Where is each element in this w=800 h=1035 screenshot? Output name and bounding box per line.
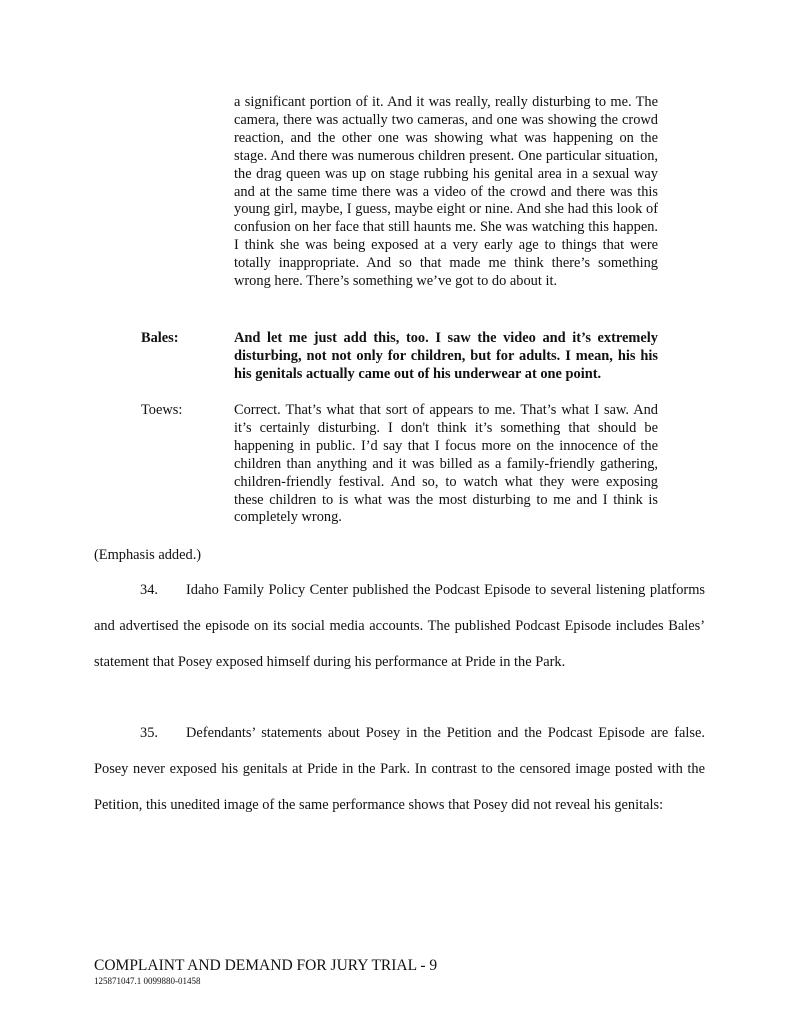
- toews-statement: Correct. That’s what that sort of appears to me. That’s what I saw. And it’s certainly disturbing. I don't think it’s something that should be happening in public. I’d say that I focus more on the innocence of the children than anything and it was billed as a family-friendly gathering, children-friendly festival. And so, to watch what they were exposing these children to is what was the most disturbing to me and I think is completely wrong.: [234, 402, 658, 526]
- paragraph-text: Idaho Family Policy Center published the Podcast Episode to several listening platforms and advertised the episode on its social media accounts. The published Podcast Episode includes Bales’ statement that Posey exposed himself during his performance at Pride in the Park.: [94, 582, 705, 670]
- bales-statement: And let me just add this, too. I saw the video and it’s extremely disturbing, not not only for children, but for adults. I mean, his his his genitals actually came out of his underwear at one point.: [234, 330, 658, 382]
- paragraph-number: 34.: [140, 582, 158, 598]
- footer-document-id: 125871047.1 0099880-01458: [94, 976, 201, 986]
- transcript-continuation: a significant portion of it. And it was really, really disturbing to me. The camera, there was actually two cameras, and one was showing the crowd reaction, and the other one was showing what was happening on the stage. And there was numerous children present. One particular situation, the drag queen was up on stage rubbing his genital area in a sexual way and at the same time there was a video of the crowd and there was this young girl, maybe, I guess, maybe eight or nine. And she had this look of confusion on her face that still haunts me. She was watching this happen. I think she was being exposed at a very early age to things that were totally inappropriate. And so that made me think there’s something wrong here. There’s something we’ve got to do about it.: [234, 94, 658, 290]
- paragraph-number: 35.: [140, 725, 158, 741]
- paragraph-34: [94, 573, 705, 680]
- footer-title: COMPLAINT AND DEMAND FOR JURY TRIAL - 9: [94, 957, 438, 974]
- speaker-bales: Bales:: [141, 330, 179, 346]
- paragraph-35: [94, 716, 705, 823]
- emphasis-note: (Emphasis added.): [94, 547, 202, 563]
- speaker-toews: Toews:: [141, 402, 183, 418]
- paragraph-text: Defendants’ statements about Posey in the Petition and the Podcast Episode are false. Posey never exposed his genitals at Pride in the Park. In contrast to the censored image posted with the Petition, this unedited image of the same performance shows that Posey did not reveal his genitals:: [94, 725, 705, 813]
